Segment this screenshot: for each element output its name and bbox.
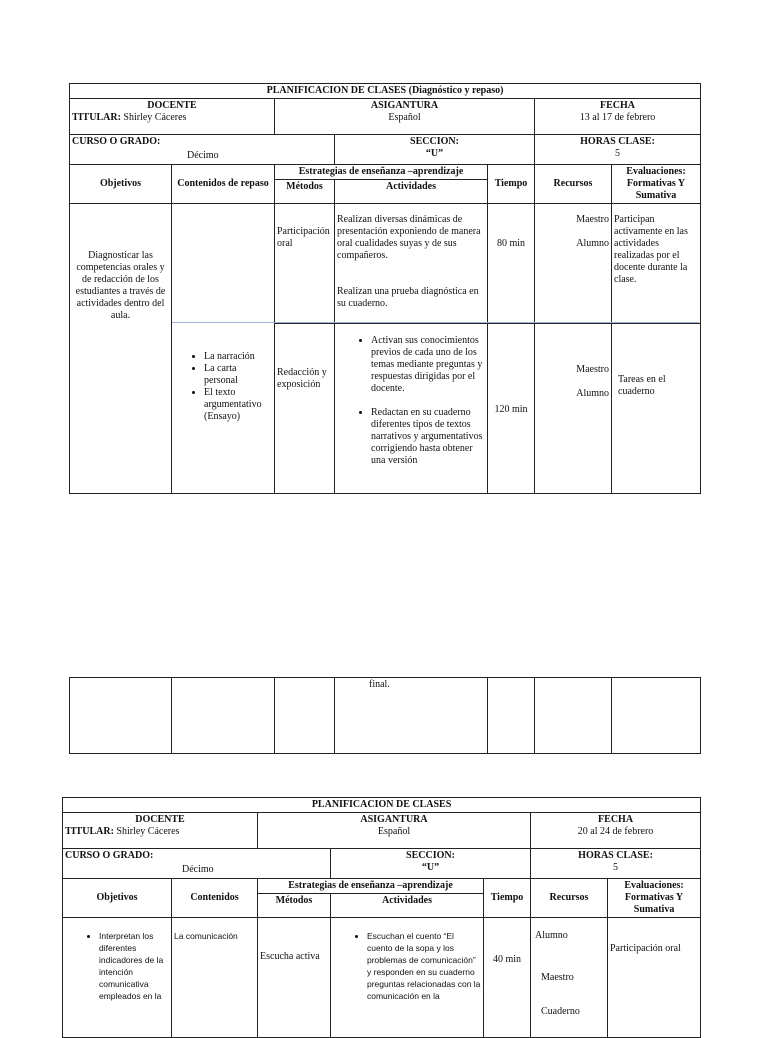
- contenido-item: • La narración: [204, 351, 272, 363]
- curso-label: CURSO O GRADO:: [72, 136, 161, 147]
- asignatura-label: ASIGANTURA: [360, 814, 428, 825]
- seccion-value: “U”: [425, 148, 444, 159]
- contenido-cell: La comunicación: [172, 918, 258, 1038]
- actividad-row1-b: Realizan una prueba diagnóstica en su cuaderno.: [337, 286, 479, 309]
- recurso-row1-2: Alumno: [576, 238, 609, 249]
- recursos-row2: [535, 324, 612, 494]
- objetivos-list: [65, 930, 169, 1002]
- fecha-cell: [531, 813, 701, 849]
- seccion-cell: [335, 135, 535, 165]
- header-estrategias: Estrategias de enseñanza –aprendizaje: [258, 879, 484, 894]
- cont-cell: [535, 678, 612, 754]
- contenido-item: • El texto argumentativo (Ensayo): [204, 387, 272, 423]
- header-metodos: Métodos: [258, 894, 331, 918]
- evaluacion-row1: Participan activamente en las actividades realizadas por el docente durante la clase.: [612, 204, 701, 324]
- cont-cell: [275, 678, 335, 754]
- actividades-row1: [335, 204, 488, 324]
- tiempo-row2: 120 min: [488, 324, 535, 494]
- contenidos-list: [174, 351, 272, 423]
- contenido-item: • La carta personal: [204, 363, 272, 387]
- titular-value: Shirley Cáceres: [116, 826, 180, 837]
- header-objetivos: Objetivos: [63, 879, 172, 918]
- metodo-row2: Redacción y exposición: [275, 324, 335, 494]
- tiempo-cell: 40 min: [484, 918, 531, 1038]
- seccion-label: SECCION:: [410, 136, 459, 147]
- fecha-label: FECHA: [600, 100, 636, 111]
- docente-label: DOCENTE: [135, 814, 185, 825]
- seccion-cell: [331, 849, 531, 879]
- header-tiempo: Tiempo: [484, 879, 531, 918]
- seccion-label: SECCION:: [406, 850, 455, 861]
- recurso-row2-1: Maestro: [576, 364, 609, 375]
- actividad-item: • Redactan en su cuaderno diferentes tipos de textos narrativos y argumentativos corrigiendo hasta obtener una versión: [371, 407, 485, 467]
- docente-cell: [63, 813, 258, 849]
- curso-label: CURSO O GRADO:: [65, 850, 154, 861]
- horas-label: HORAS CLASE:: [578, 850, 653, 861]
- recursos-cell: [531, 918, 608, 1038]
- evaluacion-row2: Tareas en el cuaderno: [612, 324, 701, 494]
- docente-label: DOCENTE: [147, 100, 197, 111]
- horas-cell: [531, 849, 701, 879]
- titular-value: Shirley Cáceres: [123, 112, 187, 123]
- actividades-list: [333, 930, 481, 1002]
- header-tiempo: Tiempo: [488, 165, 535, 204]
- plan-title: PLANIFICACION DE CLASES: [63, 798, 701, 813]
- horas-value: 5: [613, 862, 619, 873]
- recurso-row1-1: Maestro: [576, 214, 609, 225]
- objetivo-cell: [63, 918, 172, 1038]
- recurso-3: Cuaderno: [541, 1006, 580, 1017]
- actividad-item: • Activan sus conocimientos previos de cada uno de los temas mediante preguntas y respuestas dirigidas por el docente.: [371, 335, 485, 395]
- planning-table-1: [69, 83, 701, 494]
- actividad-item: • Escuchan el cuento “El cuento de la sopa y los problemas de comunicación” y responden en su cuaderno preguntas relacionadas con la comunicación en la: [367, 930, 481, 1002]
- evaluacion-cell: Participación oral: [608, 918, 701, 1038]
- tiempo-row1: 80 min: [488, 204, 535, 324]
- contenidos-row2: [172, 324, 275, 494]
- curso-value: Décimo: [187, 150, 219, 161]
- asignatura-value: Español: [377, 826, 411, 837]
- asignatura-value: Español: [388, 112, 421, 123]
- seccion-value: “U”: [421, 862, 440, 873]
- cont-cell: [612, 678, 701, 754]
- horas-cell: [535, 135, 701, 165]
- header-objetivos: Objetivos: [70, 165, 172, 204]
- header-evaluaciones: Evaluaciones: Formativas Y Sumativa: [612, 165, 701, 204]
- metodo-cell: Escucha activa: [258, 918, 331, 1038]
- plan-title: PLANIFICACION DE CLASES (Diagnóstico y repaso): [70, 84, 701, 99]
- planning-table-1-continuation: [69, 677, 701, 754]
- actividades-row2: [335, 324, 488, 494]
- curso-cell: [63, 849, 331, 879]
- planning-table-2: [62, 797, 701, 1038]
- recurso-1: Alumno: [535, 930, 568, 941]
- header-estrategias: Estrategias de enseñanza –aprendizaje: [275, 165, 488, 180]
- asignatura-cell: [275, 99, 535, 135]
- row-divider-line: [172, 322, 699, 323]
- docente-cell: [70, 99, 275, 135]
- header-evaluaciones: Evaluaciones: Formativas Y Sumativa: [608, 879, 701, 918]
- fecha-label: FECHA: [598, 814, 634, 825]
- asignatura-cell: [258, 813, 531, 849]
- titular-label: TITULAR:: [72, 112, 121, 123]
- recurso-2: Maestro: [541, 972, 574, 983]
- asignatura-label: ASIGANTURA: [370, 100, 439, 111]
- actividades-list: [337, 335, 485, 467]
- header-metodos: Métodos: [275, 180, 335, 204]
- header-contenidos: Contenidos: [172, 879, 258, 918]
- continuation-text: final.: [335, 678, 488, 754]
- metodo-row1: Participación oral: [275, 204, 335, 324]
- actividad-row1-a: Realizan diversas dinámicas de presentación exponiendo de manera oral cualidades suyas y de sus compañeros.: [337, 214, 481, 261]
- objetivo-cell: Diagnosticar las competencias orales y de redacción de los estudiantes a través de actividades dentro del aula.: [70, 204, 172, 494]
- curso-value: Décimo: [182, 864, 214, 875]
- fecha-value: 20 al 24 de febrero: [577, 826, 654, 837]
- header-recursos: Recursos: [531, 879, 608, 918]
- cont-cell: [70, 678, 172, 754]
- fecha-value: 13 al 17 de febrero: [579, 112, 656, 123]
- header-actividades: Actividades: [331, 894, 484, 918]
- cont-cell: [172, 678, 275, 754]
- recurso-row2-2: Alumno: [576, 388, 609, 399]
- horas-label: HORAS CLASE:: [580, 136, 655, 147]
- header-recursos: Recursos: [535, 165, 612, 204]
- actividades-cell: [331, 918, 484, 1038]
- titular-label: TITULAR:: [65, 826, 114, 837]
- horas-value: 5: [615, 148, 621, 159]
- objetivo-item: • Interpretan los diferentes indicadores de la intención comunicativa empleados en la: [99, 930, 169, 1002]
- recursos-row1: [535, 204, 612, 324]
- fecha-cell: [535, 99, 701, 135]
- contenidos-cell-empty: [172, 204, 275, 324]
- cont-cell: [488, 678, 535, 754]
- header-actividades: Actividades: [335, 180, 488, 204]
- curso-cell: [70, 135, 335, 165]
- header-contenidos: Contenidos de repaso: [172, 165, 275, 204]
